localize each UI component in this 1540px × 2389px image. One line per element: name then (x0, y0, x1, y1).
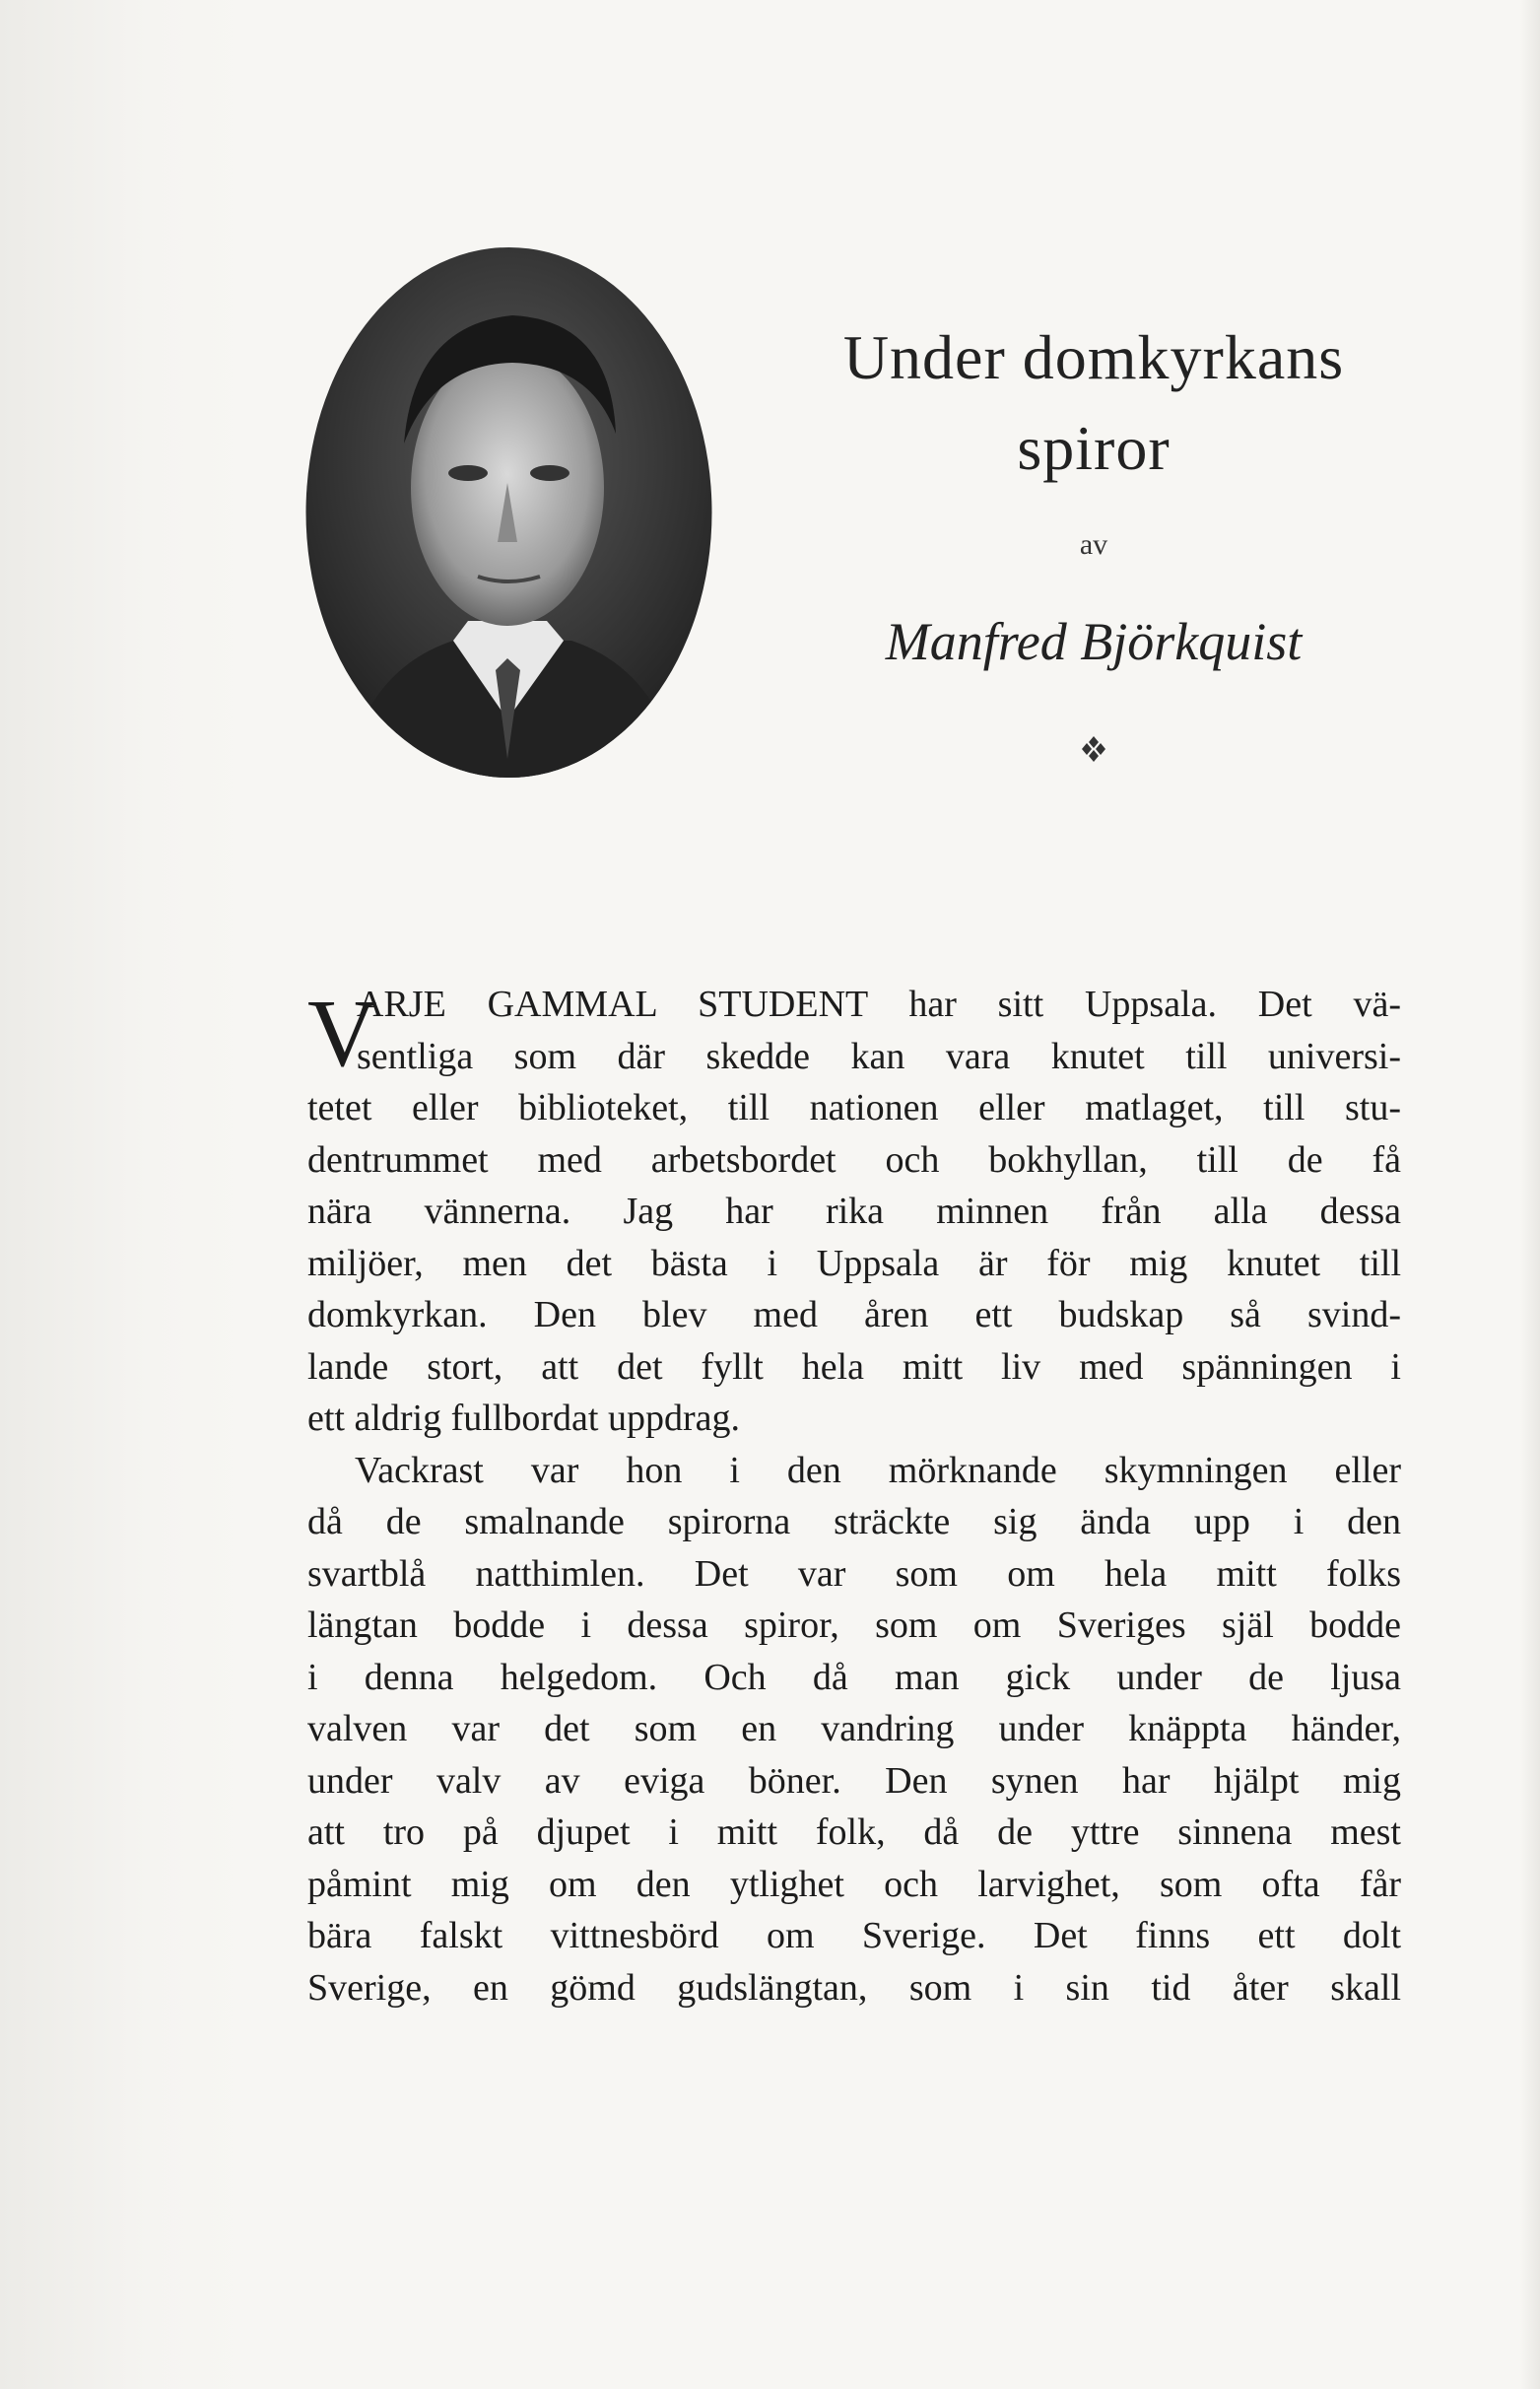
text-line: att tro på djupet i mitt folk, då de yttre sinnena mest (307, 1811, 1401, 1853)
page-edge (1520, 0, 1540, 2389)
text-line: längtan bodde i dessa spiror, som om Sveriges själ bodde (307, 1604, 1401, 1646)
text-line: valven var det som en vandring under knäppta händer, (307, 1708, 1401, 1749)
author-portrait (305, 246, 712, 779)
text-line: miljöer, men det bästa i Uppsala är för mig knutet till (307, 1242, 1401, 1284)
text-line: i denna helgedom. Och då man gick under de ljusa (307, 1656, 1401, 1698)
byline: av (1079, 528, 1108, 561)
text-line: ett aldrig fullbordat uppdrag. (307, 1398, 740, 1439)
text-line: nära vännerna. Jag har rika minnen från alla dessa (307, 1191, 1401, 1232)
text-line: Vackrast var hon i den mörknande skymningen eller (355, 1449, 1401, 1491)
author-name: Manfred Björkquist (885, 612, 1303, 671)
text-line: då de smalnande spirorna sträckte sig ända upp i den (307, 1501, 1401, 1542)
drop-cap: V (307, 981, 377, 1087)
text-line: tetet eller biblioteket, till nationen eller matlaget, till stu- (307, 1087, 1401, 1128)
text-line: domkyrkan. Den blev med åren ett budskap så svind- (307, 1294, 1401, 1335)
text-line: påmint mig om den ytlighet och larvighet, som ofta får (307, 1863, 1401, 1905)
text-line: svartblå natthimlen. Det var som om hela mitt folks (307, 1552, 1401, 1595)
text-line: Sverige, en gömd gudslängtan, som i sin tid åter skall (307, 1966, 1401, 2009)
text-line: sentliga som där skedde kan vara knutet till universi- (357, 1035, 1401, 1077)
title-line-1: Under domkyrkans (842, 322, 1345, 392)
text-line: ARJE GAMMAL STUDENT har sitt Uppsala. Det vä- (357, 984, 1401, 1025)
text-line: under valv av eviga böner. Den synen har hjälpt mig (307, 1759, 1401, 1802)
text-line: bära falskt vittnesbörd om Sverige. Det finns ett dolt (307, 1915, 1401, 1956)
diamond-cluster-icon (1069, 724, 1118, 774)
body-text (307, 979, 1401, 2014)
text-line: dentrummet med arbetsbordet och bokhyllan, till de få (307, 1138, 1401, 1181)
text-line: lande stort, att det fyllt hela mitt liv med spänningen i (307, 1345, 1401, 1388)
title-line-2: spiror (1017, 413, 1171, 483)
page-gutter (0, 0, 246, 2389)
